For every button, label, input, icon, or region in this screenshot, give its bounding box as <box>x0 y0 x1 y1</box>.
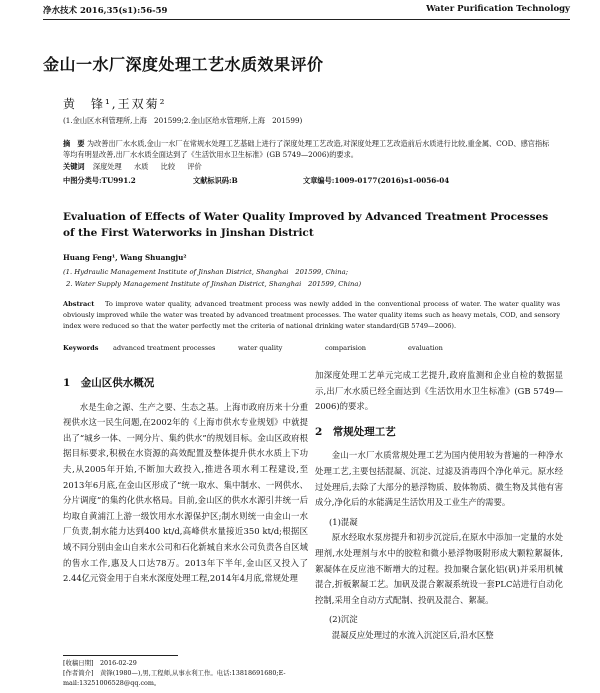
clc-number: 中图分类号:TU991.2 <box>63 176 136 185</box>
footnote-rule <box>63 655 178 656</box>
section-heading: 1 金山区供水概况 <box>63 377 155 389</box>
keyword-en: water quality <box>238 344 283 352</box>
subsection-heading: (1)混凝 <box>329 516 358 527</box>
abstract-cn-text: 为改善出厂水水质,金山一水厂在常规水处理工艺基础上进行了深度处理工艺改造,对深度处理工艺改造前后水质进行比较,重金属、COD、感官指标等均有明显改善,出厂水水质全面达到了《生活饮用水卫生标准》(GB 5749—2006)的要求。 <box>63 139 550 159</box>
journal-name-en: Water Purification Technology <box>426 4 570 14</box>
abstract-en <box>63 299 560 332</box>
abstract-cn <box>63 138 553 160</box>
keywords-cn-label: 关键词 <box>63 162 85 171</box>
keyword-cn: 评价 <box>187 162 202 171</box>
abstract-en-text: To improve water quality, advanced treatment process was newly added in the conventional process of water. The water quality was obviously improved while the water was treated by advanced treatment processes. The water quality items such as heavy metals, COD, and sensory index were reduced so that the water perfectly met the criteria of national drinking water standard(GB 5749—2006). <box>63 300 560 330</box>
paper-title-en: Evaluation of Effects of Water Quality Improved by Advanced Treatment Processes of the First Waterworks in Jinshan District <box>63 211 549 239</box>
keywords-en-label: Keywords <box>63 344 99 352</box>
keywords-cn <box>63 162 202 172</box>
body-paragraph: 加深度处理工艺单元完成工艺提升,政府监测和企业自检的数据显示,出厂水水质已经全面达到《生活饮用水卫生标准》(GB 5749—2006)的要求。 <box>315 370 563 412</box>
footnote <box>63 658 308 688</box>
body-paragraph: 原水经取水泵房提升和初步沉淀后,在原水中添加一定量的水处理剂,水处理剂与水中的胶粒和微小悬浮物吸附形成大颗粒絮凝体,絮凝体在反应池不断增大的过程。投加聚合氯化铝(矾)并采用机械混合,折板絮凝工艺。加矾及混合絮凝系统设一套PLC站进行自动化控制,采用全自动方式配制、投矾及混合、絮凝。 <box>315 532 563 605</box>
running-header <box>0 2 600 16</box>
keyword-cn: 水质 <box>133 162 149 171</box>
right-column <box>315 368 563 644</box>
affiliation-en-2: 2. Water Supply Management Institute of Jinshan District, Shanghai 201599, China) <box>66 280 362 288</box>
abstract-en-label: Abstract <box>63 300 95 308</box>
keyword-cn: 深度处理 <box>92 162 122 171</box>
author-bio: [作者简介] 黄锋(1980—),男,工程师,从事水利工作。电话:13818691680;E-mail:13251006528@qq.com。 <box>63 669 286 687</box>
keyword-en: advanced treatment processes <box>113 344 216 352</box>
journal-citation: 净水技术 2016,35(s1):56-59 <box>43 6 168 16</box>
paper-title-cn: 金山一水厂深度处理工艺水质效果评价 <box>43 55 324 74</box>
abstract-cn-label: 摘 要 <box>63 139 85 148</box>
keyword-en: comparision <box>325 344 367 352</box>
received-date: [收稿日期] 2016-02-29 <box>63 659 137 667</box>
document-code: 文献标识码:B <box>193 176 238 185</box>
authors-cn: 黄 锋¹,王双菊² <box>63 97 167 111</box>
body-paragraph: 金山一水厂水质常规处理工艺为国内使用较为普遍的一种净水处理工艺,主要包括混凝、沉淀、过滤及消毒四个净化单元。原水经过处理后,去除了大部分的悬浮物质、胶体物质、微生物及其他有害成分,净化后的水能满足生活饮用及工业生产的需要。 <box>315 450 563 508</box>
body-paragraph: 水是生命之源、生产之要、生态之基。上海市政府历来十分重视供水这一民生问题,在2002年的《上海市供水专业规划》中就提出了“城乡一体、一网分片、集约供水”的规划目标。金山区政府根据目标要求,积极在水资源的高效配置及整体提升供水水质上下功夫,从2005年开始,不断加大政投入,推进各项水利工程建设,至2013年6月底,在金山区形成了“统一取水、集中制水、一网供水、分片调度”的集约化供水格局。目前,金山区的供水水源引井统一后均取自黄浦江上游一级饮用水水源保护区;制水则统一由金山一水厂负责,制水能力达到400 kt/d,高峰供水量接近350 kt/d;根据区域不同分别由金山自来水公司和石化新城自来水公司负责各自区域的售水工作,惠及人口达78万。2013年下半年,金山区又投入了2.44亿元资金用于自来水深度处理工程,2014年4月底,常规处理 <box>63 401 308 584</box>
keyword-cn: 比较 <box>160 162 176 171</box>
affiliation-en-1: (1. Hydraulic Management Institute of Jinshan District, Shanghai 201599, China; <box>63 268 349 276</box>
subsection-heading: (2)沉淀 <box>329 614 358 625</box>
keyword-en: evaluation <box>408 344 443 352</box>
authors-en: Huang Feng¹, Wang Shuangju² <box>63 253 187 262</box>
left-column <box>63 368 308 587</box>
section-heading: 2 常规处理工艺 <box>315 425 396 438</box>
header-rule <box>43 19 570 20</box>
affiliations-cn: (1.金山区水利管理所,上海 201599;2.金山区给水管理所,上海 201599) <box>63 116 303 125</box>
body-paragraph: 混凝反应处理过的水流入沉淀区后,沿水区整 <box>331 629 494 640</box>
article-number: 文章编号:1009-0177(2016)s1-0056-04 <box>303 176 450 185</box>
